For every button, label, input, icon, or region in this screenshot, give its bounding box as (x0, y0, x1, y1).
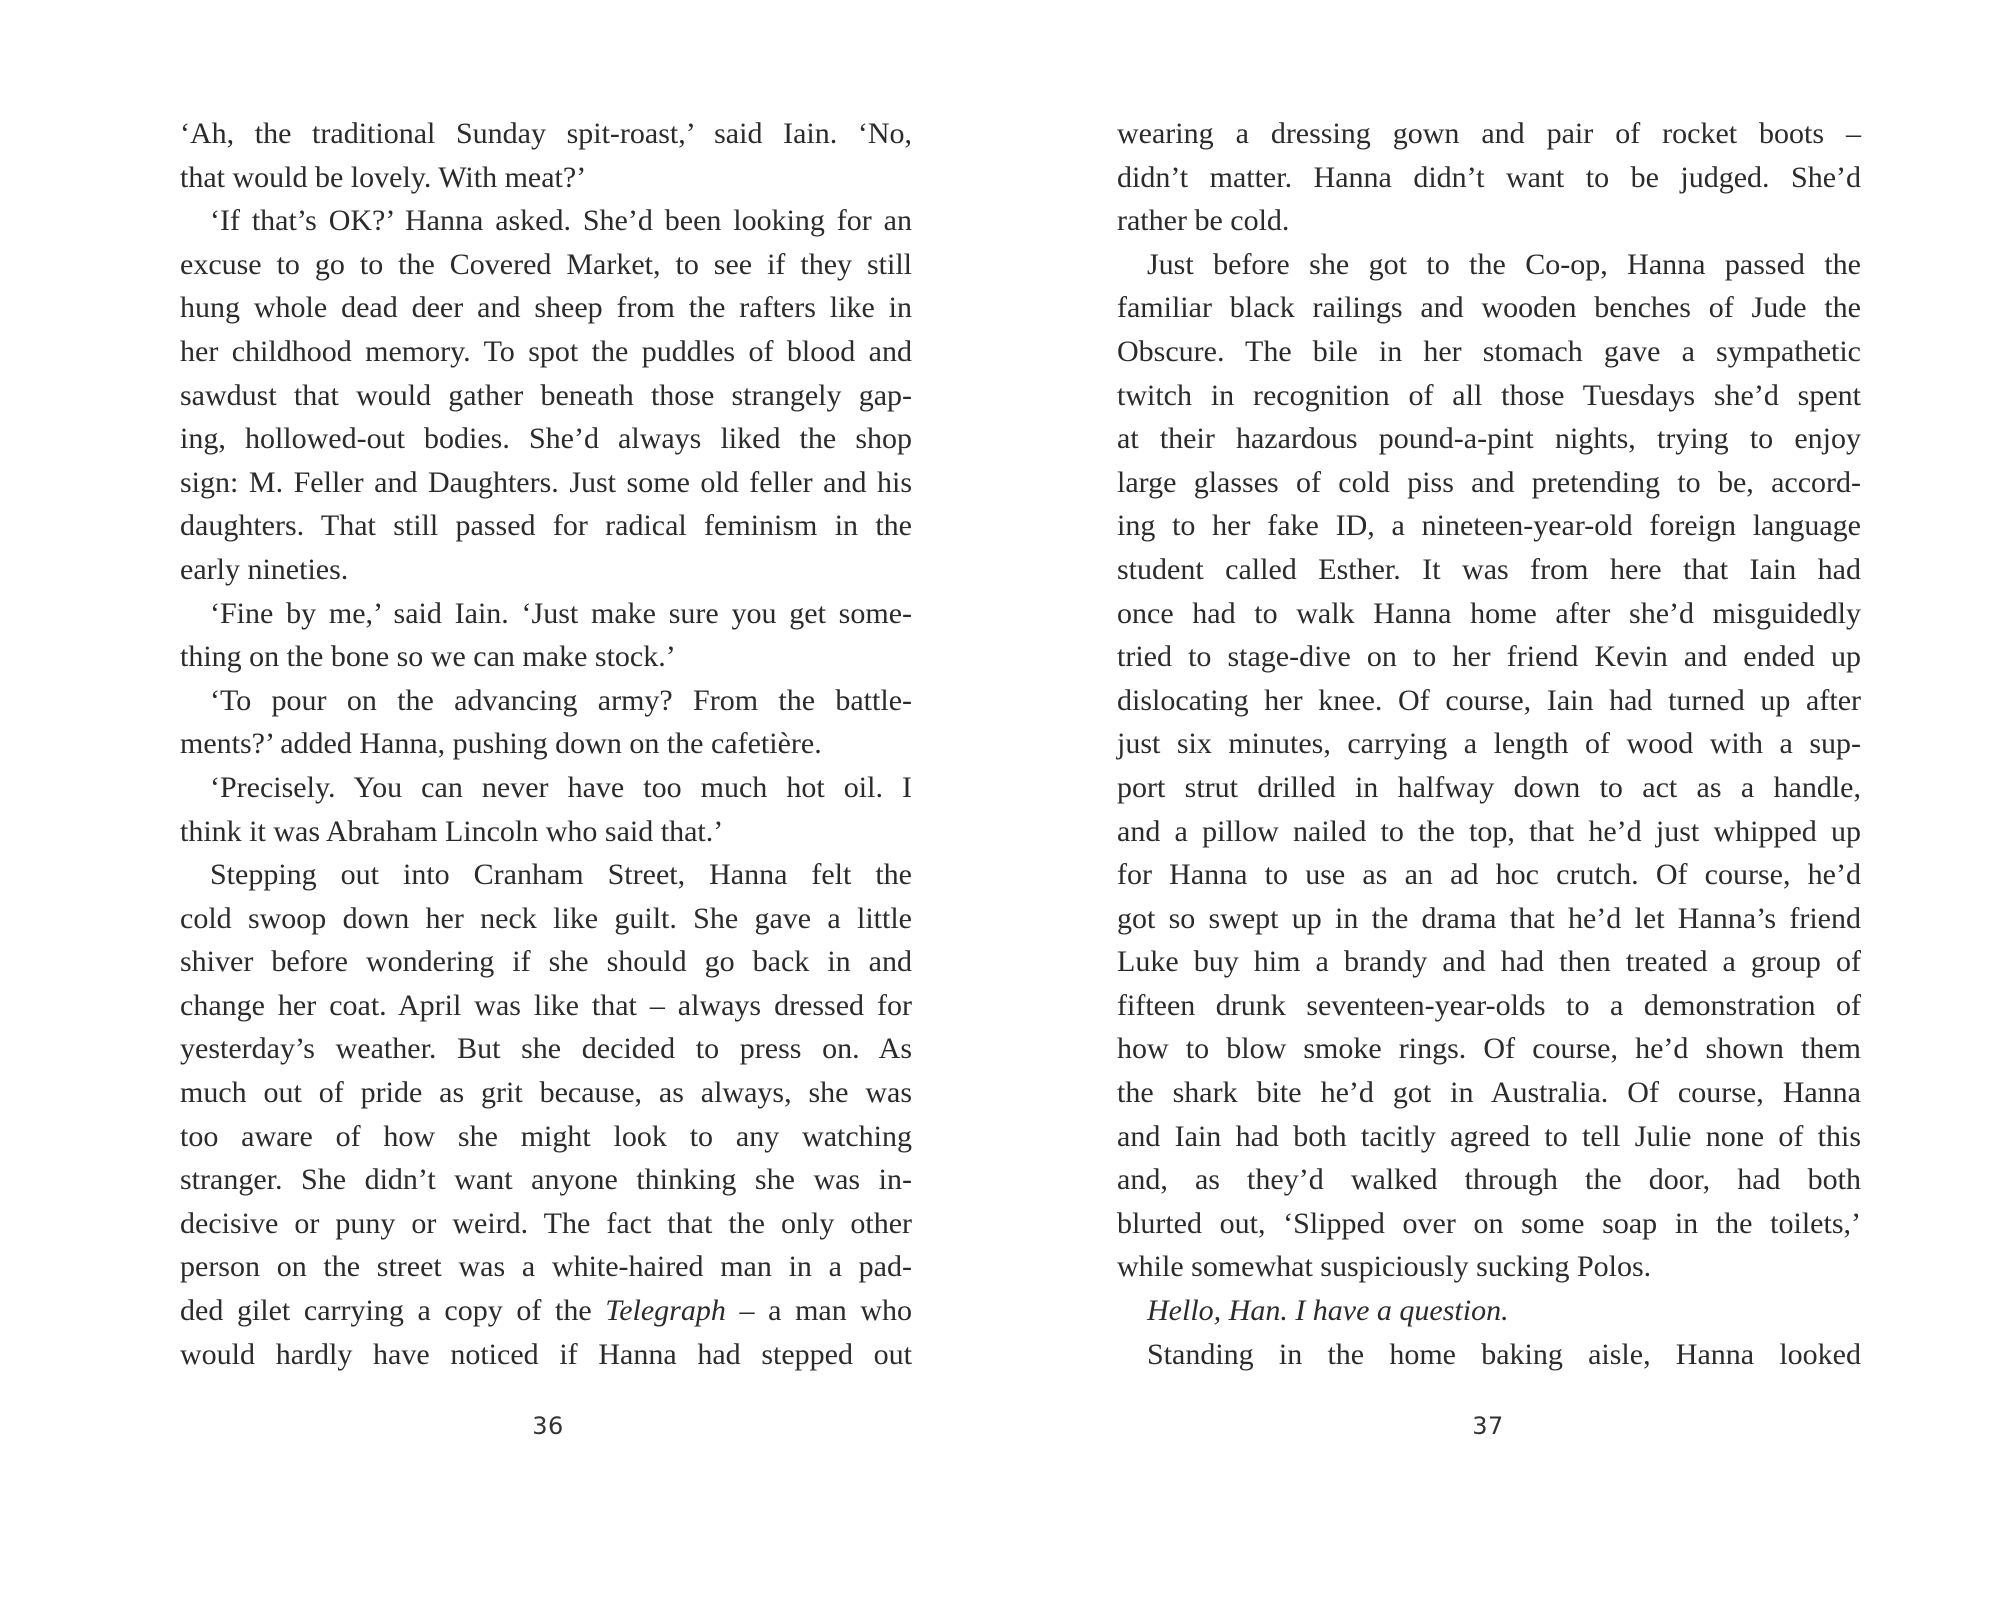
text-line: shiver before wondering if she should go back in and (180, 945, 912, 979)
text-line: student called Esther. It was from here that Iain had (1117, 552, 1861, 586)
text-segment: ded gilet carrying a copy of the (180, 1294, 592, 1328)
text-line-mixed (180, 1289, 912, 1333)
text-line: that would be lovely. With meat?’ (180, 160, 587, 194)
text-line: how to blow smoke rings. Of course, he’d shown them (1117, 1032, 1861, 1066)
text-line: ing to her fake ID, a nineteen-year-old foreign language (1117, 509, 1861, 543)
text-line: wearing a dressing gown and pair of rocket boots – (1117, 117, 1861, 150)
text-line: decisive or puny or weird. The fact that the only other (180, 1206, 912, 1240)
text-line: yesterday’s weather. But she decided to press on. As (180, 1032, 912, 1066)
text-line: fifteen drunk seventeen-year-olds to a demonstration of (1117, 988, 1861, 1022)
text-line: Just before she got to the Co-op, Hanna passed the (1147, 247, 1861, 281)
text-line: hung whole dead deer and sheep from the rafters like in (180, 291, 912, 325)
text-line: tried to stage-dive on to her friend Kevin and ended up (1117, 640, 1861, 674)
text-line: ‘If that’s OK?’ Hanna asked. She’d been looking for an (210, 204, 912, 238)
text-line: Stepping out into Cranham Street, Hanna felt the (210, 858, 912, 892)
text-line: early nineties. (180, 552, 349, 586)
right-page (1117, 112, 1861, 1412)
text-line: while somewhat suspiciously sucking Polos. (1117, 1250, 1652, 1284)
text-line: large glasses of cold piss and pretending to be, accord- (1117, 465, 1861, 499)
text-line: at their hazardous pound-a-pint nights, trying to enjoy (1117, 422, 1861, 456)
text-line: stranger. She didn’t want anyone thinking she was in- (180, 1163, 912, 1197)
text-line: thing on the bone so we can make stock.’ (180, 640, 676, 674)
text-line: familiar black railings and wooden benches of Jude the (1117, 291, 1861, 325)
text-line: port strut drilled in halfway down to act as a handle, (1117, 770, 1861, 804)
text-line: too aware of how she might look to any watching (180, 1119, 912, 1153)
text-line: person on the street was a white-haired man in a pad- (180, 1250, 912, 1284)
page-number-right: 37 (1472, 1412, 1504, 1440)
text-line: and Iain had both tacitly agreed to tell Julie none of this (1117, 1119, 1861, 1153)
page-number-left: 36 (532, 1412, 564, 1440)
italic-title: Telegraph (605, 1294, 726, 1328)
text-line: just six minutes, carrying a length of wood with a sup- (1117, 727, 1861, 761)
text-line: daughters. That still passed for radical feminism in the (180, 509, 912, 543)
text-line: didn’t matter. Hanna didn’t want to be judged. She’d (1117, 160, 1861, 194)
text-line: and, as they’d walked through the door, had both (1117, 1163, 1861, 1197)
text-line: ‘Ah, the traditional Sunday spit-roast,’ said Iain. ‘No, (180, 117, 912, 150)
text-line: sawdust that would gather beneath those strangely gap- (180, 378, 912, 412)
text-line: excuse to go to the Covered Market, to see if they still (180, 247, 912, 281)
text-line: got so swept up in the drama that he’d let Hanna’s friend (1117, 901, 1861, 935)
text-line: dislocating her knee. Of course, Iain had turned up after (1117, 683, 1861, 717)
text-line: change her coat. April was like that – always dressed for (180, 988, 912, 1022)
text-line: twitch in recognition of all those Tuesdays she’d spent (1117, 378, 1861, 412)
text-line: much out of pride as grit because, as always, she was (180, 1076, 912, 1110)
text-segment: – a man who (739, 1294, 913, 1328)
text-line: cold swoop down her neck like guilt. She gave a little (180, 901, 912, 935)
text-line: sign: M. Feller and Daughters. Just some old feller and his (180, 465, 912, 499)
text-line: and a pillow nailed to the top, that he’d just whipped up (1117, 814, 1861, 848)
text-line: think it was Abraham Lincoln who said that.’ (180, 814, 724, 848)
text-line: ‘To pour on the advancing army? From the battle- (210, 683, 912, 717)
italic-text-line: Hello, Han. I have a question. (1147, 1294, 1509, 1328)
text-line: her childhood memory. To spot the puddles of blood and (180, 334, 912, 368)
text-line: once had to walk Hanna home after she’d misguidedly (1117, 596, 1861, 630)
text-line: ‘Precisely. You can never have too much hot oil. I (210, 770, 912, 804)
text-line: ing, hollowed-out bodies. She’d always liked the shop (180, 422, 912, 456)
text-line: Obscure. The bile in her stomach gave a sympathetic (1117, 334, 1861, 368)
left-page (180, 112, 912, 1412)
text-line: ‘Fine by me,’ said Iain. ‘Just make sure you get some- (210, 596, 912, 630)
text-line: rather be cold. (1117, 204, 1290, 238)
text-line: would hardly have noticed if Hanna had stepped out (180, 1337, 912, 1371)
text-line: ments?’ added Hanna, pushing down on the cafetière. (180, 727, 822, 761)
text-line: the shark bite he’d got in Australia. Of course, Hanna (1117, 1076, 1861, 1110)
text-line: for Hanna to use as an ad hoc crutch. Of course, he’d (1117, 858, 1861, 892)
text-line: Luke buy him a brandy and had then treated a group of (1117, 945, 1861, 979)
text-line: Standing in the home baking aisle, Hanna looked (1147, 1337, 1861, 1371)
text-line: blurted out, ‘Slipped over on some soap in the toilets,’ (1117, 1206, 1861, 1240)
